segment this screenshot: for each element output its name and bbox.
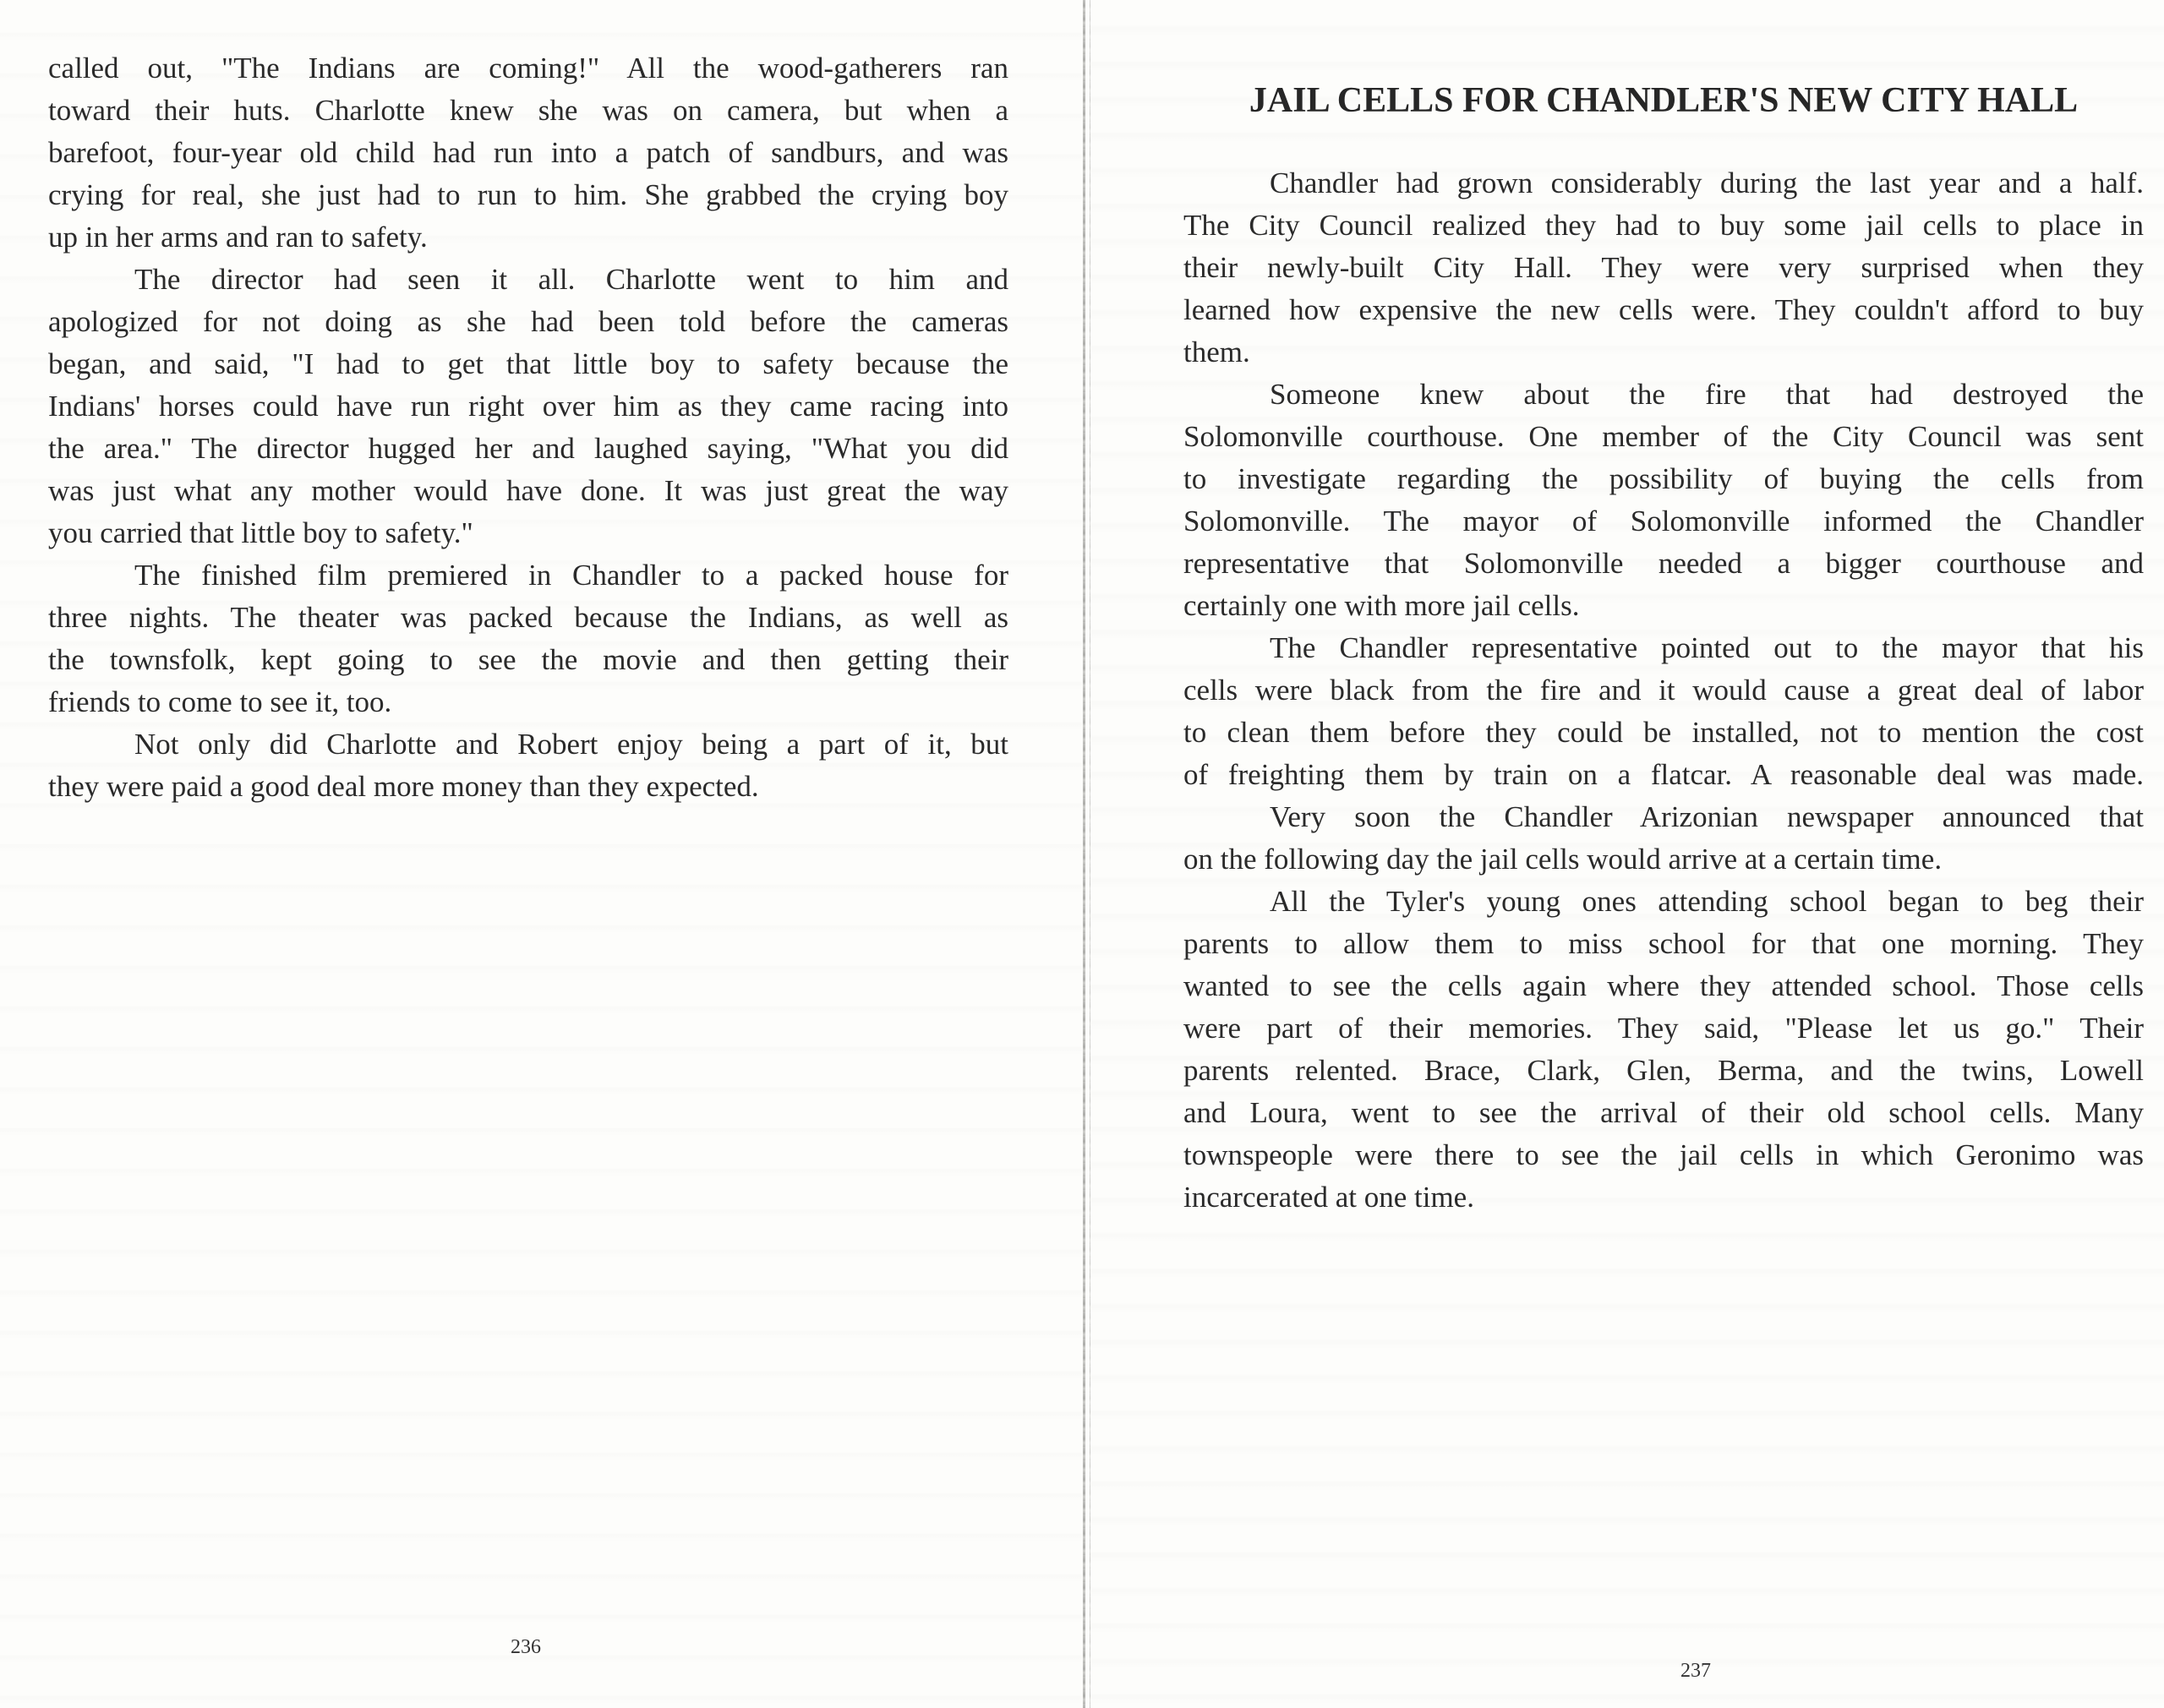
text-line: certainly one with more jail cells. [1183,589,1580,622]
text-line: to investigate regarding the possibility of buying the cells from [1183,462,2144,495]
text-line: Not only did Charlotte and Robert enjoy being a part of it, but [134,728,1008,761]
text-line: three nights. The theater was packed because the Indians, as well as [48,601,1008,634]
text-line: representative that Solomonville needed a bigger courthouse and [1183,547,2144,580]
text-line: on the following day the jail cells would arrive at a certain time. [1183,843,1943,876]
text-line: Solomonville courthouse. One member of the City Council was sent [1183,420,2144,453]
right-page-body [1183,162,2144,1219]
page-number: 236 [511,1636,541,1658]
text-line: cells were black from the fire and it would cause a great deal of labor [1183,674,2144,707]
text-line: their newly-built City Hall. They were very surprised when they [1183,251,2144,284]
text-line: Very soon the Chandler Arizonian newspaper announced that [1270,800,2144,833]
text-line: were part of their memories. They said, "Please let us go." Their [1183,1012,2144,1045]
text-line: Solomonville. The mayor of Solomonville informed the Chandler [1183,505,2144,538]
text-line: the townsfolk, kept going to see the movie and then getting their [48,643,1008,676]
text-line: of freighting them by train on a flatcar. A reasonable deal was made. [1183,758,2144,791]
right-page [1090,0,2164,1708]
text-line: you carried that little boy to safety." [48,516,473,549]
text-line: Someone knew about the fire that had destroyed the [1270,378,2144,411]
text-line: toward their huts. Charlotte knew she was on camera, but when a [48,94,1008,127]
text-line: Chandler had grown considerably during the last year and a half. [1270,166,2144,199]
text-line: was just what any mother would have done. It was just great the way [48,474,1008,507]
page-number: 237 [1680,1660,1711,1682]
page-fold [1083,0,1085,1708]
text-line: learned how expensive the new cells were. They couldn't afford to buy [1183,293,2144,326]
text-line: the area." The director hugged her and laughed saying, "What you did [48,432,1008,465]
text-line: to clean them before they could be installed, not to mention the cost [1183,716,2144,749]
text-line: they were paid a good deal more money than they expected. [48,770,759,803]
chapter-title: JAIL CELLS FOR CHANDLER'S NEW CITY HALL [1249,81,2079,120]
text-line: wanted to see the cells again where they attended school. Those cells [1183,969,2144,1002]
text-line: called out, "The Indians are coming!" All the wood-gatherers ran [48,52,1008,85]
text-line: The director had seen it all. Charlotte went to him and [134,263,1008,296]
text-line: friends to come to see it, too. [48,685,392,718]
text-line: incarcerated at one time. [1183,1181,1474,1214]
text-line: barefoot, four-year old child had run into a patch of sandburs, and was [48,136,1008,169]
left-page-body [48,47,1008,808]
text-line: townspeople were there to see the jail cells in which Geronimo was [1183,1138,2144,1171]
text-line: began, and said, "I had to get that little boy to safety because the [48,347,1008,380]
text-line: parents relented. Brace, Clark, Glen, Berma, and the twins, Lowell [1183,1054,2144,1087]
text-line: and Loura, went to see the arrival of their old school cells. Many [1183,1096,2144,1129]
text-line: up in her arms and ran to safety. [48,221,428,254]
text-line: All the Tyler's young ones attending school began to beg their [1270,885,2144,918]
text-line: apologized for not doing as she had been told before the cameras [48,305,1008,338]
text-line: The Chandler representative pointed out to the mayor that his [1270,631,2144,664]
text-line: parents to allow them to miss school for that one morning. They [1183,927,2144,960]
text-line: them. [1183,336,1250,368]
text-line: Indians' horses could have run right over him as they came racing into [48,390,1008,423]
text-line: crying for real, she just had to run to him. She grabbed the crying boy [48,178,1008,211]
text-line: The finished film premiered in Chandler to a packed house for [134,559,1008,592]
text-line: The City Council realized they had to buy some jail cells to place in [1183,209,2144,242]
